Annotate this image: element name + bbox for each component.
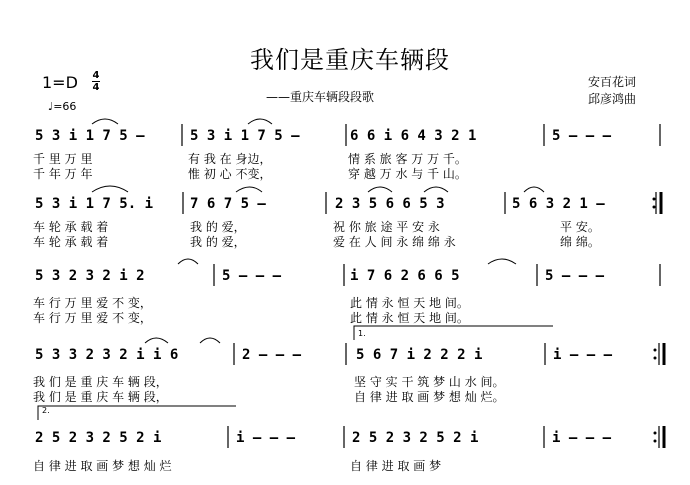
composer-credit: 邱彦鸿曲 <box>588 92 637 106</box>
lyricist-credit: 安百花词 <box>588 75 637 89</box>
volta-1-bracket <box>354 326 553 340</box>
measure-notes: i – – – <box>552 430 612 446</box>
slur <box>368 187 392 192</box>
repeat-dots <box>653 198 657 443</box>
lyric-line-2: 我 的 爱， <box>190 235 246 249</box>
lyric-line-2: 惟 初 心 不变， <box>188 167 272 181</box>
lyric-line-1: 平 安。 <box>560 220 600 234</box>
bar-lines <box>182 124 664 448</box>
lyric-line-2: 车 行 万 里 爱 不 变， <box>33 311 152 325</box>
lyric-line-2: 此 情 永 恒 天 地 间。 <box>350 311 469 325</box>
lyric-line-2: 我 们 是 重 庆 车 辆 段， <box>33 390 168 404</box>
measure-notes: 5 – – – <box>552 128 612 144</box>
measure-notes: 2 5 2 3 2 5 2 i <box>352 430 479 446</box>
lyric-line-1: 我 的 爱， <box>190 220 246 234</box>
slur <box>200 338 220 343</box>
song-title: 我们是重庆车辆段 <box>250 46 450 74</box>
measure-notes: i – – – <box>553 347 613 363</box>
measure-notes: 5 3 2 3 2 i 2 <box>35 268 145 284</box>
measure-notes: 5 3 3 2 3 2 i i 6 <box>35 347 179 363</box>
song-subtitle: ——重庆车辆段段歌 <box>265 90 374 104</box>
lyric-line-1: 我 们 是 重 庆 车 辆 段， <box>33 375 168 389</box>
slur <box>524 187 544 192</box>
measure-notes: 5 – – – <box>222 268 282 284</box>
time-signature-top: 4 <box>92 70 100 81</box>
measure-notes: 5 – – – <box>545 268 605 284</box>
volta-2-label: 2. <box>42 406 50 415</box>
lyric-line-2: 车 轮 承 载 着 <box>33 235 109 249</box>
slur <box>178 259 198 264</box>
slur <box>248 119 272 124</box>
slur <box>236 187 262 192</box>
lyric-line-1: 有 我 在 身边， <box>188 152 272 166</box>
key-signature: 1=D <box>42 73 78 92</box>
slur <box>424 187 448 192</box>
lyric-line-1: 情 系 旅 客 万 万 千。 <box>348 152 467 166</box>
lyric-line-1: 车 轮 承 载 着 <box>33 220 109 234</box>
volta-1-label: 1. <box>358 329 366 338</box>
lyric-line-1: 坚 守 实 干 筑 梦 山 水 间。 <box>354 375 505 389</box>
measure-notes: 2 3 5 6 6 5 3 <box>335 196 445 212</box>
volta-brackets <box>38 326 553 420</box>
measure-notes: 5 3 i 1 7 5 – <box>190 128 300 144</box>
slur <box>92 186 128 192</box>
slur <box>145 338 168 343</box>
measure-notes: 2 – – – <box>242 347 302 363</box>
measure-notes: 7 6 7 5 – <box>190 196 266 212</box>
lyric-line-2: 穿 越 万 水 与 千 山。 <box>348 167 467 181</box>
lyric-line-2: 绵 绵。 <box>560 235 600 249</box>
measure-notes: 6 6 i 6 4 3 2 1 <box>350 128 477 144</box>
measure-notes: i – – – <box>236 430 296 446</box>
measure-notes: 2 5 2 3 2 5 2 i <box>35 430 162 446</box>
measure-notes: 5 3 i 1 7 5 – <box>35 128 145 144</box>
lyric-line-2: 爱 在 人 间 永 绵 绵 永 <box>333 235 456 249</box>
lyric-line-1: 此 情 永 恒 天 地 间。 <box>350 296 469 310</box>
lyric-line-1: 千 里 万 里 <box>33 152 93 166</box>
measure-notes: 5 6 3 2 1 – <box>512 196 605 212</box>
slurs <box>92 119 544 343</box>
time-signature-bottom: 4 <box>92 82 100 93</box>
lyric-line-1: 自 律 进 取 画 梦 <box>350 459 442 473</box>
measure-notes: 5 6 7 i 2 2 2 i <box>356 347 483 363</box>
slur <box>488 259 516 264</box>
lyric-line-1: 祝 你 旅 途 平 安 永 <box>333 220 440 234</box>
lyric-line-1: 车 行 万 里 爱 不 变， <box>33 296 152 310</box>
tempo-marking: ♩=66 <box>48 100 77 113</box>
lyric-line-1: 自 律 进 取 画 梦 想 灿 烂 <box>33 459 172 473</box>
measure-notes: i 7 6 2 6 6 5 <box>350 268 460 284</box>
volta-2-bracket <box>38 406 236 420</box>
lyric-line-2: 自 律 进 取 画 梦 想 灿 烂。 <box>354 390 505 404</box>
lyric-line-2: 千 年 万 年 <box>33 167 93 181</box>
slur <box>92 119 118 124</box>
measure-notes: 5 3 i 1 7 5. i <box>35 196 154 212</box>
